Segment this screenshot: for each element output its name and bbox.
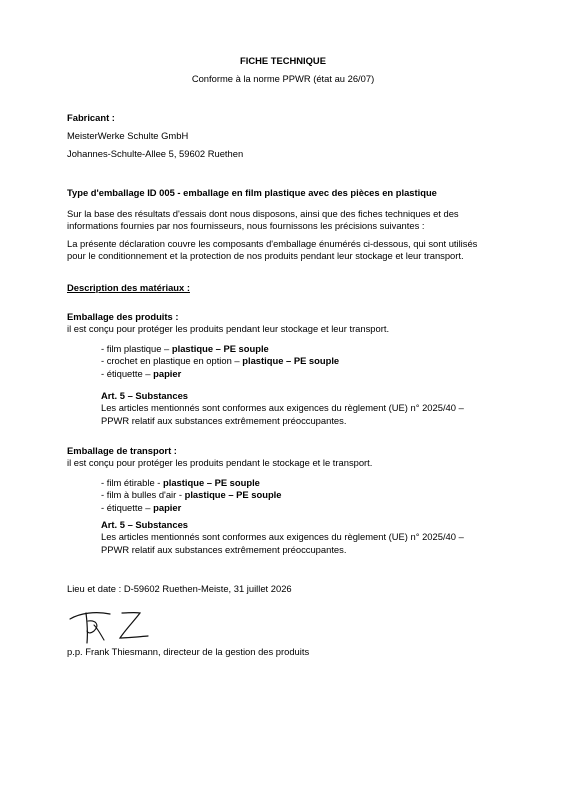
intro-line: Sur la base des résultats d'essais dont nous disposons, ainsi que des fiches techniques et des [67, 208, 459, 219]
manufacturer-name: MeisterWerke Schulte GmbH [67, 130, 189, 141]
transport-art5-section [101, 519, 501, 556]
intro-line: informations fournies par nos fournisseurs, nous fournissons les précisions suivantes : [67, 220, 425, 232]
transport-materials-list [101, 477, 501, 514]
document-title: FICHE TECHNIQUE [240, 55, 326, 66]
materials-heading [67, 282, 507, 294]
list-item: - film étirable - plastique – PE souple [101, 477, 260, 488]
document-subtitle: Conforme à la norme PPWR (état au 26/07) [191, 73, 375, 84]
place-and-date: Lieu et date : D-59602 Ruethen-Meiste, 31 juillet 2026 [67, 583, 292, 594]
product-materials-list [101, 343, 501, 380]
transport-packaging-description: il est conçu pour protéger les produits pendant le stockage et le transport. [67, 457, 373, 468]
art5-text-line: Les articles mentionnés sont conformes aux exigences du règlement (UE) n° 2025/40 – [101, 531, 464, 543]
signature-image [66, 607, 156, 647]
scope-paragraph [67, 238, 527, 263]
list-item: - film à bulles d'air - plastique – PE souple [101, 489, 282, 501]
art5-title: Art. 5 – Substances [101, 390, 189, 401]
packaging-type-title: Type d'emballage ID 005 - emballage en film plastique avec des pièces en plastique [67, 187, 437, 198]
signatory-line: p.p. Frank Thiesmann, directeur de la gestion des produits [67, 646, 310, 657]
product-packaging-label: Emballage des produits : [67, 311, 179, 322]
scope-line: pour le conditionnement et la protection de nos produits pendant leur stockage et leur transport. [67, 250, 464, 262]
product-packaging-description: il est conçu pour protéger les produits pendant leur stockage et leur transport. [67, 323, 390, 334]
materials-heading-text: Description des matériaux : [67, 282, 190, 293]
art5-text-line: Les articles mentionnés sont conformes aux exigences du règlement (UE) n° 2025/40 – [101, 402, 464, 414]
manufacturer-address: Johannes-Schulte-Allee 5, 59602 Ruethen [67, 148, 244, 159]
art5-text-line: PPWR relatif aux substances extrêmement préoccupantes. [101, 414, 347, 426]
art5-text-line: PPWR relatif aux substances extrêmement préoccupantes. [101, 543, 347, 555]
art5-title: Art. 5 – Substances [101, 519, 189, 530]
list-item: - crochet en plastique en option – plastique – PE souple [101, 355, 340, 367]
manufacturer-label: Fabricant : [67, 112, 115, 123]
product-art5-section [101, 390, 501, 427]
list-item: - film plastique – plastique – PE souple [101, 343, 269, 354]
intro-paragraph [67, 208, 527, 233]
scope-line: La présente déclaration couvre les composants d'emballage énumérés ci-dessous, qui sont utilisés [67, 238, 478, 249]
list-item: - étiquette – papier [101, 367, 182, 379]
transport-packaging-label: Emballage de transport : [67, 445, 177, 456]
list-item: - étiquette – papier [101, 501, 182, 513]
